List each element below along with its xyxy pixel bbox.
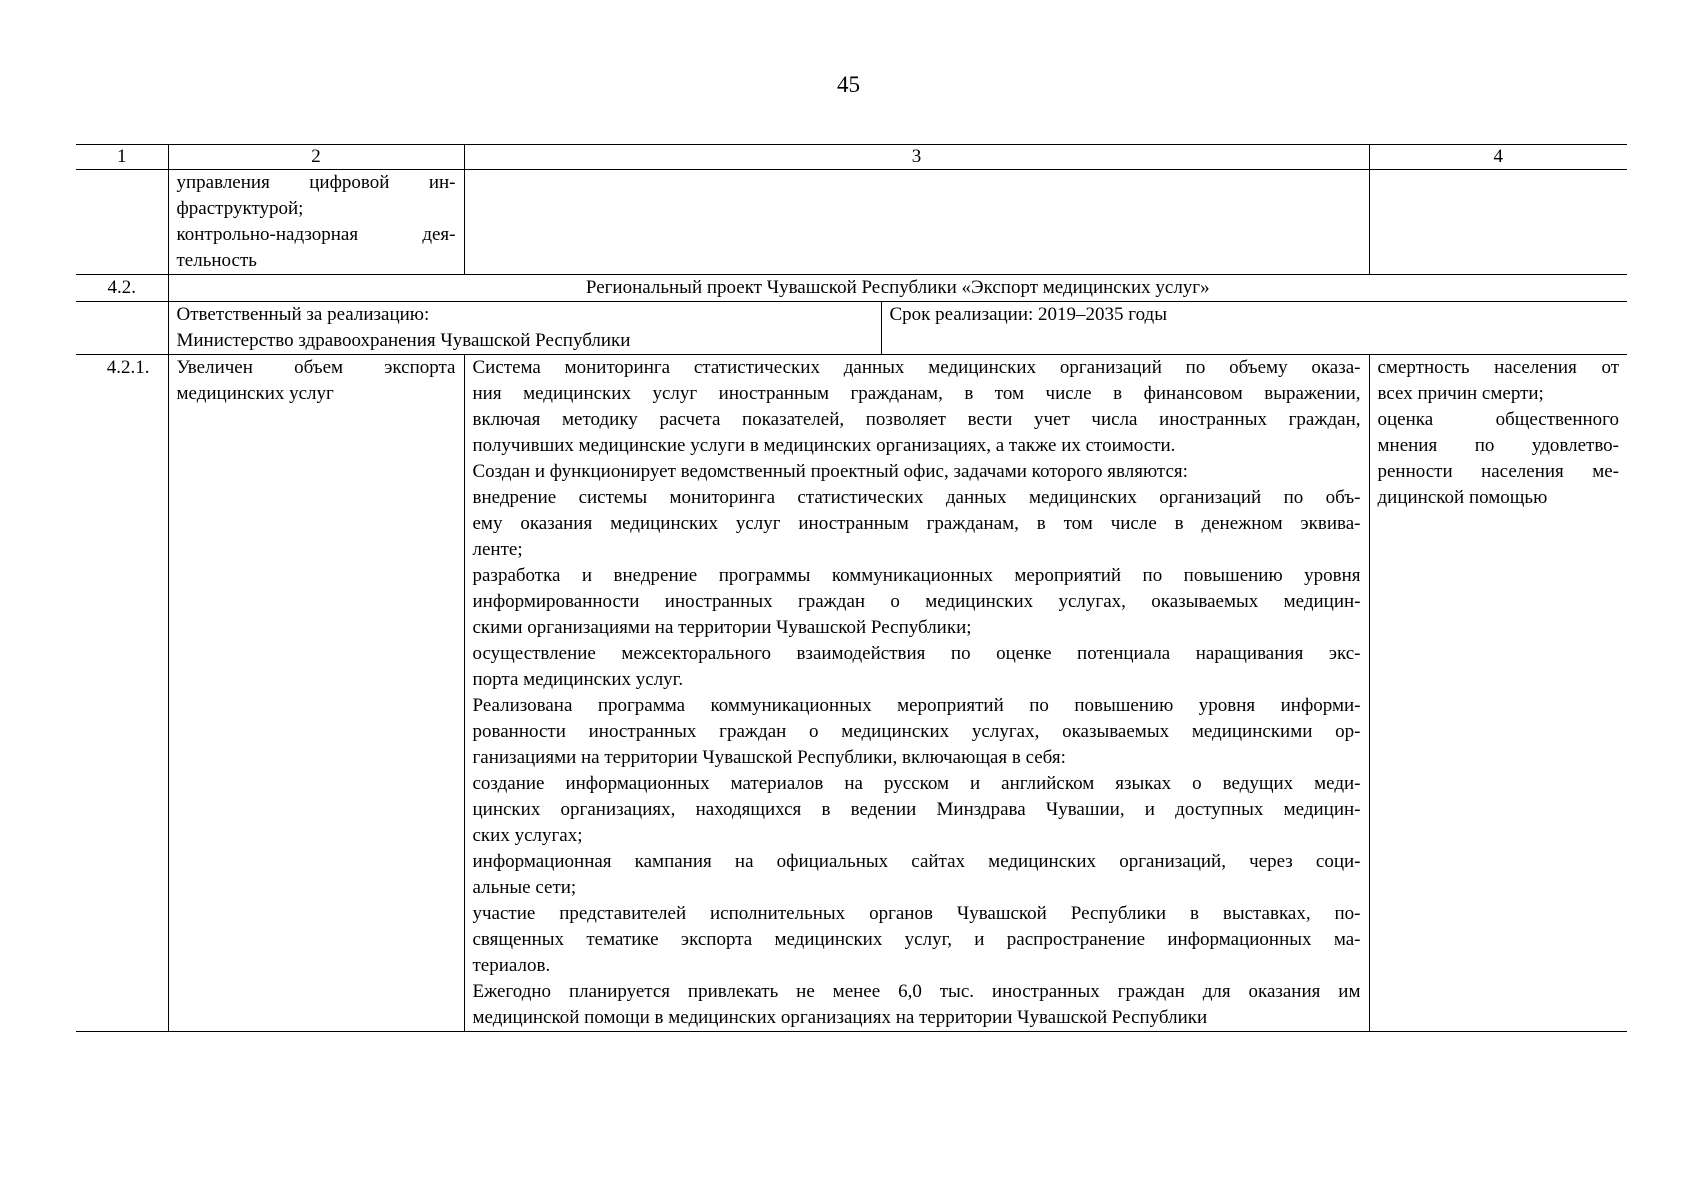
text-line: медицинских услуг <box>176 383 334 404</box>
text-line: фраструктурой; <box>176 198 304 219</box>
section-title: Региональный проект Чувашской Республики «Экспорт медицинских услуг» <box>168 275 1627 302</box>
text-line: альные сети; <box>472 877 577 898</box>
text-line: оценка общественного <box>1377 409 1619 430</box>
header-col-1: 1 <box>76 145 168 170</box>
text-line: тельность <box>176 250 257 271</box>
text-line: ленте; <box>472 539 523 560</box>
text-line: информированности иностранных граждан о медицинских услугах, оказываемых медицин- <box>472 591 1361 612</box>
section-row <box>76 275 1627 302</box>
text-line: цинских организациях, находящихся в ведении Минздрава Чувашии, и доступных медицин- <box>472 799 1361 820</box>
text-line: разработка и внедрение программы коммуникационных мероприятий по повышению уровня <box>472 565 1361 586</box>
responsible-row <box>76 302 1627 355</box>
table-row <box>76 355 1627 1032</box>
row-number: 4.2.1. <box>76 355 168 1032</box>
text-line: медицинской помощи в медицинских организациях на территории Чувашской Республики <box>472 1007 1208 1028</box>
text-line: управления цифровой ин- <box>176 172 456 193</box>
responsible-cell <box>168 302 881 355</box>
text-line: участие представителей исполнительных органов Чувашской Республики в выставках, по- <box>472 903 1361 924</box>
page-number: 45 <box>837 72 860 97</box>
text-line: скими организациями на территории Чувашской Республики; <box>472 617 972 638</box>
text-line: включая методику расчета показателей, позволяет вести учет числа иностранных граждан, <box>472 409 1361 430</box>
text-line: информационная кампания на официальных сайтах медицинских организаций, через соци- <box>472 851 1361 872</box>
text-line: ренности населения ме- <box>1377 461 1619 482</box>
text-line: териалов. <box>472 955 551 976</box>
text-line: контрольно-надзорная дея- <box>176 224 456 245</box>
text-line: получивших медицинские услуги в медицинских организациях, а также их стоимости. <box>472 435 1176 456</box>
text-line: ему оказания медицинских услуг иностранным гражданам, в том числе в денежном эквива- <box>472 513 1361 534</box>
description-cell <box>464 355 1369 1032</box>
period-cell: Срок реализации: 2019–2035 годы <box>881 302 1627 355</box>
text-line: внедрение системы мониторинга статистических данных медицинских организаций по объ- <box>472 487 1361 508</box>
text-line: ских услугах; <box>472 825 583 846</box>
text-line: Ежегодно планируется привлекать не менее 6,0 тыс. иностранных граждан для оказания им <box>472 981 1361 1002</box>
responsible-label: Ответственный за реализацию: <box>176 304 430 325</box>
text-line: Увеличен объем экспорта <box>176 357 456 378</box>
text-line: создание информационных материалов на русском и английском языках о ведущих меди- <box>472 773 1361 794</box>
indicator-cell <box>1369 355 1627 1032</box>
text-line: смертность населения от <box>1377 357 1619 378</box>
text-line: порта медицинских услуг. <box>472 669 684 690</box>
table-header-row <box>76 145 1627 170</box>
text-line: Реализована программа коммуникационных мероприятий по повышению уровня информи- <box>472 695 1361 716</box>
text-line: священных тематике экспорта медицинских услуг, и распространение информационных ма- <box>472 929 1361 950</box>
text-line: Создан и функционирует ведомственный проектный офис, задачами которого являются: <box>472 461 1188 482</box>
continuation-text <box>168 170 464 275</box>
header-col-3: 3 <box>464 145 1369 170</box>
text-line: ганизациями на территории Чувашской Республики, включающая в себя: <box>472 747 1066 768</box>
text-line: рованности иностранных граждан о медицинских услугах, оказываемых медицинскими ор- <box>472 721 1361 742</box>
header-col-2: 2 <box>168 145 464 170</box>
continuation-row <box>76 170 1627 275</box>
responsible-value: Министерство здравоохранения Чувашской Республики <box>177 328 633 354</box>
section-number: 4.2. <box>76 275 168 302</box>
text-line: дицинской помощью <box>1377 487 1548 508</box>
text-line: всех причин смерти; <box>1377 383 1544 404</box>
text-line: мнения по удовлетво- <box>1377 435 1619 456</box>
text-line: осуществление межсекторального взаимодействия по оценке потенциала наращивания экс- <box>472 643 1361 664</box>
document-table <box>76 144 1627 1032</box>
header-col-4: 4 <box>1369 145 1627 170</box>
text-line: ния медицинских услуг иностранным гражданам, в том числе в финансовом выражении, <box>472 383 1361 404</box>
text-line: Система мониторинга статистических данных медицинских организаций по объему оказа- <box>472 357 1361 378</box>
result-cell <box>168 355 464 1032</box>
